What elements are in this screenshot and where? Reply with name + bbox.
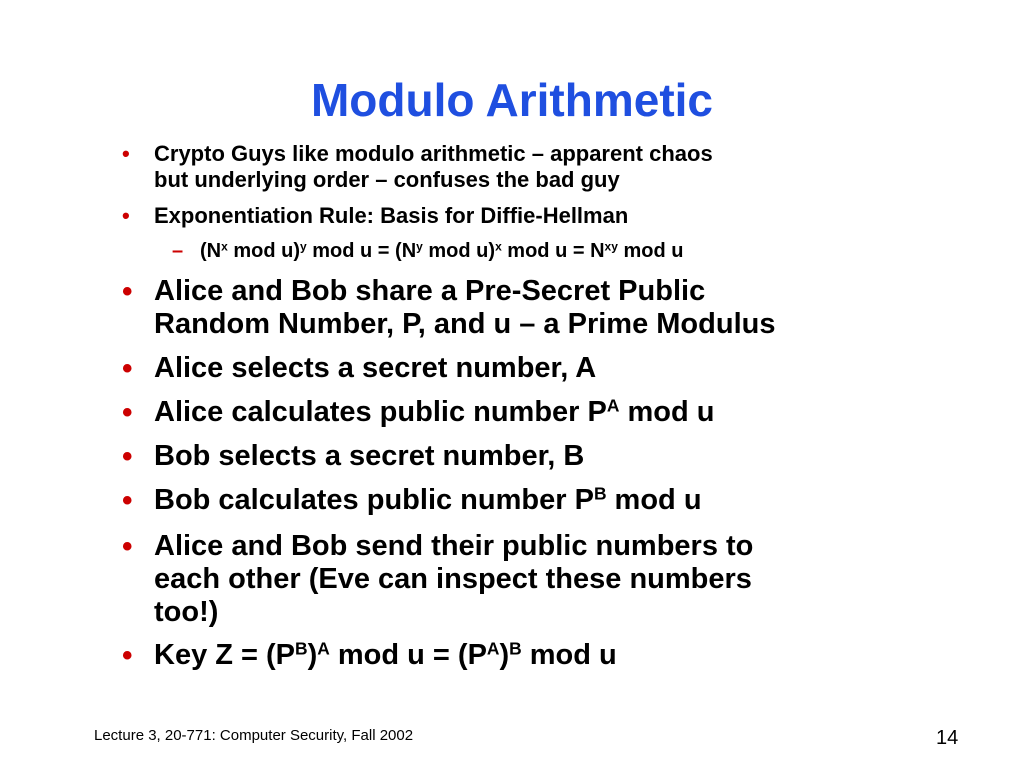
sub-bullet-text: ($N^x$ mod u)$^y$ mod $u = (N^y$ mod u)$^x$ mod $u = N^{xy}$ mod u xyxy=(200,239,684,262)
bullet-icon: • xyxy=(122,275,133,308)
bullet-text: Alice selects a secret number, A xyxy=(154,352,597,384)
bullet-icon: • xyxy=(122,530,133,563)
page-number: 14 xyxy=(936,727,959,749)
bullet-key-z xyxy=(122,639,902,672)
bullet-text: Exponentiation Rule: Basis for Diffie-Hellman xyxy=(154,203,629,228)
bullet-icon: • xyxy=(122,639,133,672)
bullet-shared-prime xyxy=(122,275,902,341)
slide-title: Modulo Arithmetic xyxy=(310,74,714,126)
bullet-text: Bob selects a secret number, B xyxy=(154,440,585,472)
bullet-alice-selects xyxy=(122,352,902,385)
dash-icon: – xyxy=(172,240,184,262)
bullet-bob-calculates xyxy=(122,484,902,517)
bullet-icon: • xyxy=(122,352,133,385)
bullet-text: Key $Z = (P^B)^A$ mod $u = (P^A)^B$ mod u xyxy=(154,638,617,671)
bullet-alice-calculates xyxy=(122,396,902,429)
bullet-text: Crypto Guys like modulo arithmetic – apparent chaos but underlying order – confuses the bad guy xyxy=(154,141,713,192)
bullet-text: Alice and Bob share a Pre-Secret Public Random Number, P, and u – a Prime Modulus xyxy=(154,275,776,340)
bullet-icon: • xyxy=(122,440,133,473)
bullet-text: Bob calculates public number $P^B$ mod u xyxy=(154,483,702,516)
bullet-crypto-guys xyxy=(122,141,902,193)
bullet-bob-selects xyxy=(122,440,902,473)
slide-footer: Lecture 3, 20-771: Computer Security, Fall 2002 xyxy=(94,727,414,744)
bullet-send-public-numbers xyxy=(122,530,902,629)
bullet-icon: • xyxy=(122,396,133,429)
bullet-text: Alice and Bob send their public numbers to each other (Eve can inspect these numbers too!) xyxy=(154,530,754,628)
bullet-icon: • xyxy=(122,141,130,166)
bullet-icon: • xyxy=(122,484,133,517)
sub-bullet-exponent-identity xyxy=(172,239,952,263)
bullet-exponentiation-rule xyxy=(122,203,902,229)
bullet-text: Alice calculates public number $P^A$ mod u xyxy=(154,395,715,428)
bullet-icon: • xyxy=(122,203,130,228)
